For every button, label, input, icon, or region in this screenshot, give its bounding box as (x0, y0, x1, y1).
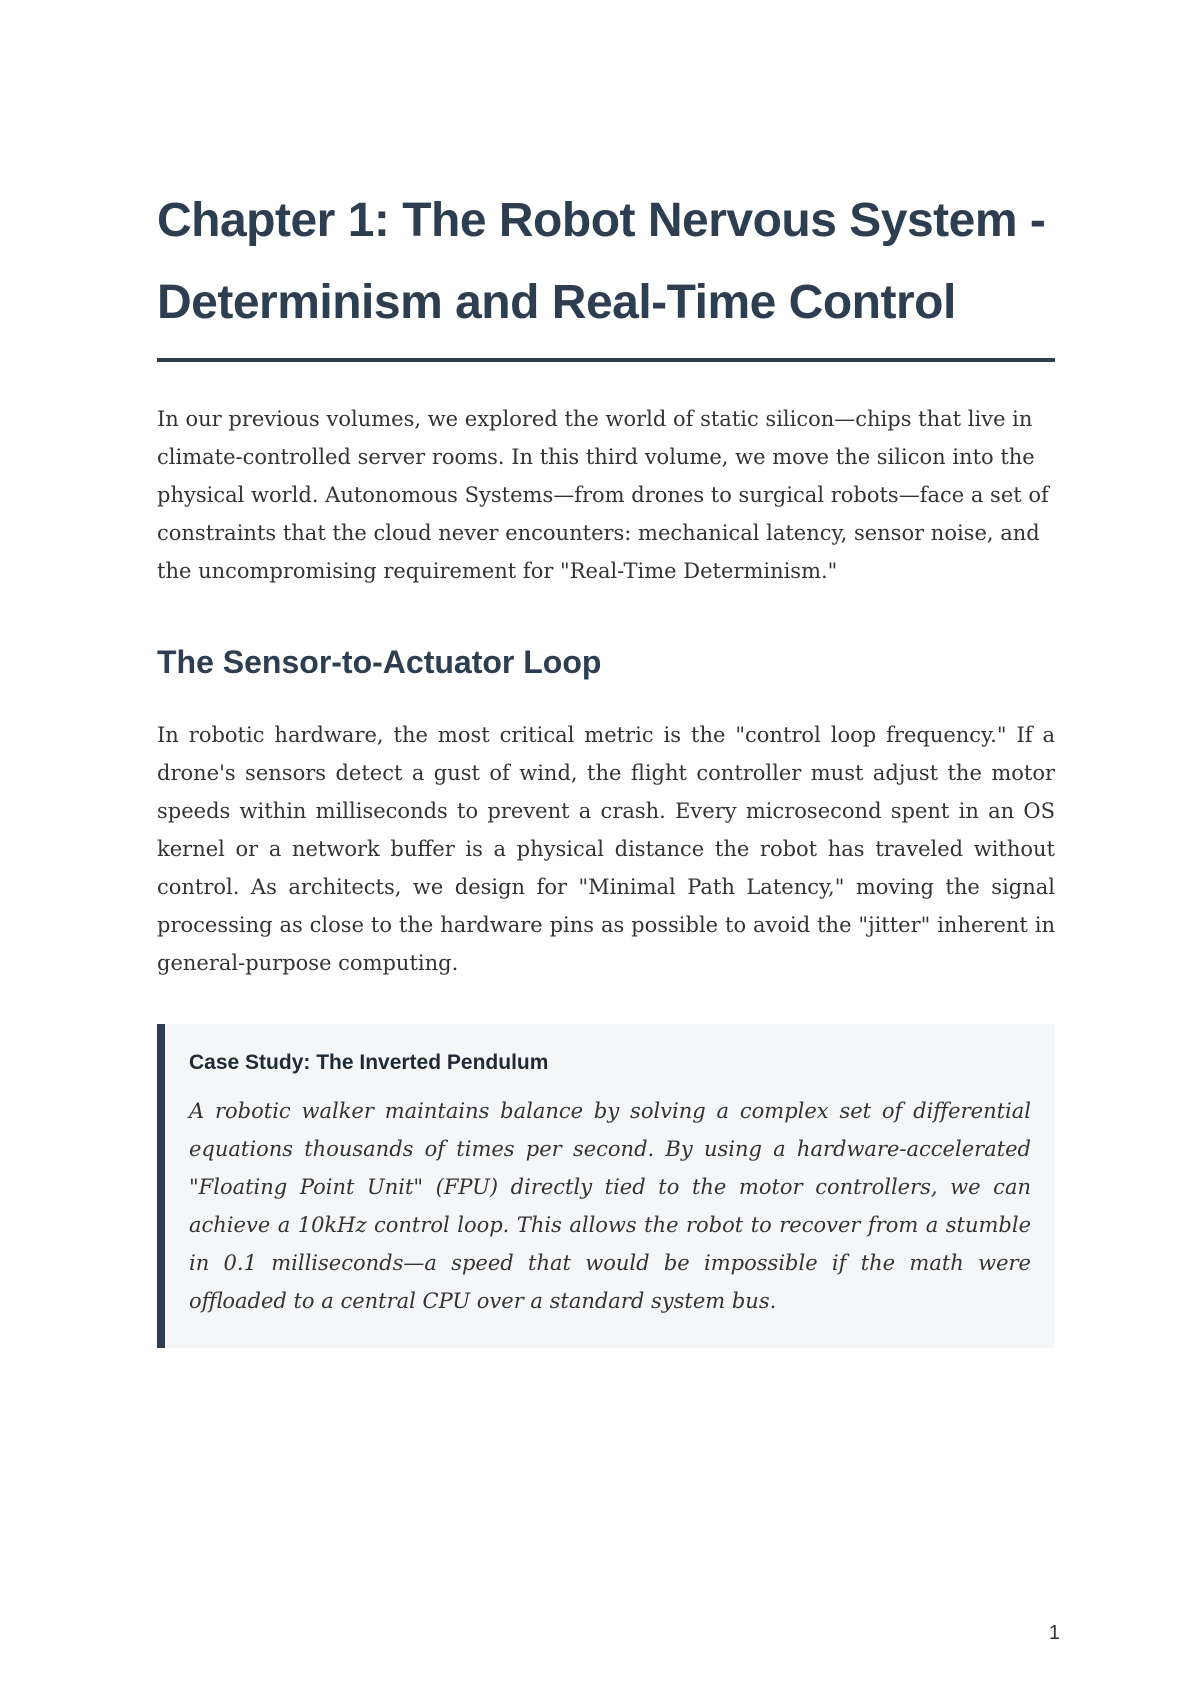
case-study-title: Case Study: The Inverted Pendulum (189, 1051, 549, 1074)
document-page (157, 180, 1055, 1348)
case-study-body: A robotic walker maintains balance by solving a complex set of differential equations thousands of times per second. By using a hardware-accelerated "Floating Point Unit" (FPU) directly tied to the motor controllers, we can achieve a 10kHz control loop. This allows the robot to recover from a stumble in 0.1 milliseconds—a speed that would be impossible if the math were offloaded to a central CPU over a standard system bus. (189, 1099, 1031, 1313)
page-number: 1 (1048, 1622, 1060, 1644)
case-study-callout (157, 1024, 1055, 1348)
section-heading: The Sensor-to-Actuator Loop (157, 644, 602, 680)
section-paragraph: In robotic hardware, the most critical metric is the "control loop frequency." If a drone's sensors detect a gust of wind, the flight controller must adjust the motor speeds within milliseconds to prevent a crash. Every microsecond spent in an OS kernel or a network buffer is a physical distance the robot has traveled without control. As architects, we design for "Minimal Path Latency," moving the signal processing as close to the hardware pins as possible to avoid the "jitter" inherent in general-purpose computing. (157, 723, 1055, 975)
chapter-title: Chapter 1: The Robot Nervous System - Determinism and Real-Time Control (157, 180, 1055, 362)
intro-paragraph: In our previous volumes, we explored the world of static silicon—chips that live in climate-controlled server rooms. In this third volume, we move the silicon into the physical world. Autonomous Systems—from drones to surgical robots—face a set of constraints that the cloud never encounters: mechanical latency, sensor noise, and the uncompromising requirement for "Real-Time Determinism." (157, 407, 1049, 583)
